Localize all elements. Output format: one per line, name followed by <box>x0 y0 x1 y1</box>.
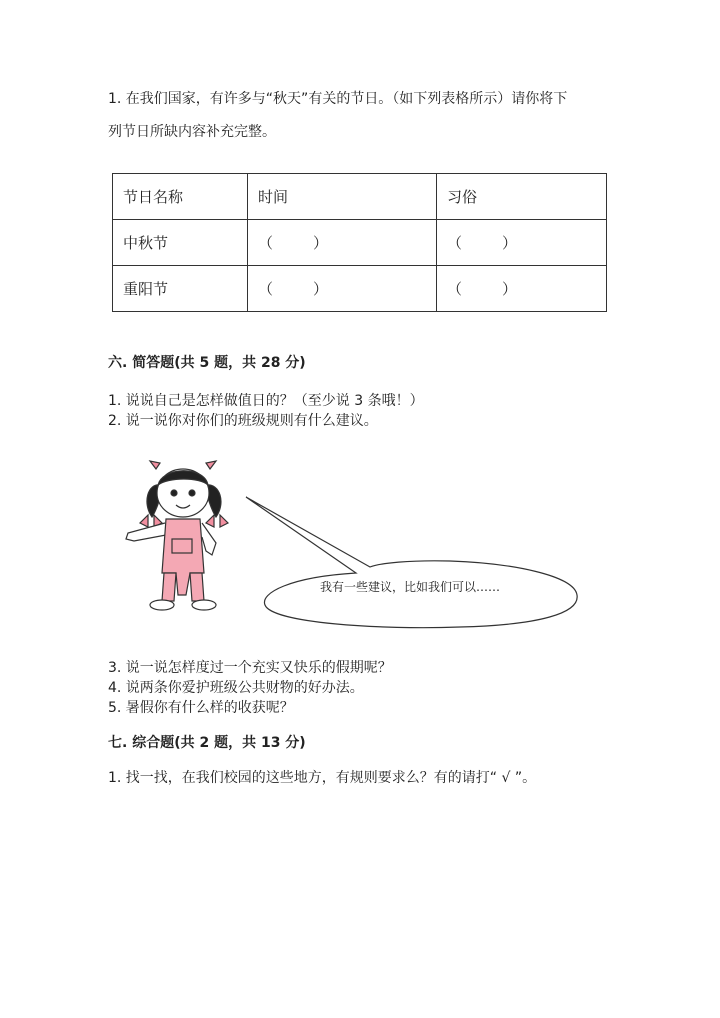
time-blank-cell[interactable] <box>248 220 437 266</box>
speech-bubble-text: 我有一些建议，比如我们可以…… <box>320 580 501 594</box>
girl-figure <box>126 461 228 610</box>
header-festival-name: 节日名称 <box>113 174 248 220</box>
time-blank-cell[interactable] <box>248 266 437 312</box>
festival-name-cell: 重阳节 <box>113 266 248 312</box>
section7-heading: 七. 综合题(共 2 题，共 13 分) <box>108 735 306 751</box>
custom-blank-cell[interactable] <box>437 266 607 312</box>
section6-question-1: 1. 说说自己是怎样做值日的？（至少说 3 条哦！） <box>108 393 424 409</box>
table-row <box>113 266 607 312</box>
section7-question-1: 1. 找一找，在我们校园的这些地方，有规则要求么？有的请打“ √ ”。 <box>108 770 537 786</box>
section6-question-5: 5. 暑假你有什么样的收获呢？ <box>108 700 294 716</box>
section6-question-2: 2. 说一说你对你们的班级规则有什么建议。 <box>108 413 378 429</box>
header-custom: 习俗 <box>437 174 607 220</box>
section6-question-4: 4. 说两条你爱护班级公共财物的好办法。 <box>108 680 364 696</box>
custom-paren: （ ） <box>447 234 517 252</box>
table-row <box>113 220 607 266</box>
time-paren: （ ） <box>258 280 328 298</box>
girl-speech-illustration <box>120 455 590 630</box>
question-intro-line1: 1. 在我们国家，有许多与“秋天”有关的节日。（如下列表格所示）请你将下 <box>108 91 568 107</box>
section6-heading: 六. 简答题(共 5 题，共 28 分) <box>108 355 306 371</box>
question-intro-line2: 列节日所缺内容补充完整。 <box>108 124 276 140</box>
section6-question-3: 3. 说一说怎样度过一个充实又快乐的假期呢？ <box>108 660 392 676</box>
speech-bubble <box>246 497 577 628</box>
custom-paren: （ ） <box>447 280 517 298</box>
festival-name-cell: 中秋节 <box>113 220 248 266</box>
header-time: 时间 <box>248 174 437 220</box>
table-header-row <box>113 174 607 220</box>
festival-table <box>112 173 607 312</box>
time-paren: （ ） <box>258 234 328 252</box>
custom-blank-cell[interactable] <box>437 220 607 266</box>
